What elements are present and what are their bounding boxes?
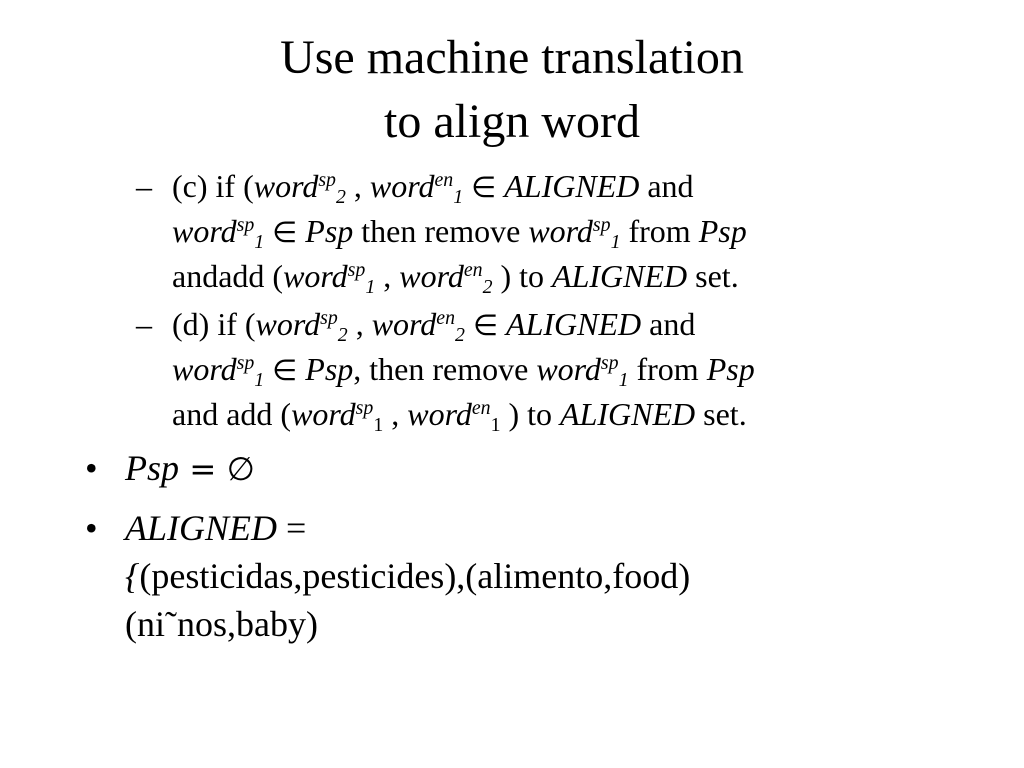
open-brace: { bbox=[125, 556, 140, 596]
text: set. bbox=[695, 396, 747, 432]
sub-c-line-2 bbox=[172, 209, 932, 254]
element-of-symbol: ∈ bbox=[471, 170, 497, 204]
word-term: word bbox=[536, 351, 601, 387]
sub-c-line-1 bbox=[172, 164, 932, 209]
dash-marker: – bbox=[136, 168, 152, 204]
equals-text: = bbox=[277, 508, 307, 548]
sup-sp: sp bbox=[236, 352, 255, 375]
aligned-pairs: (ni˜nos,baby) bbox=[125, 604, 318, 644]
text: from bbox=[620, 213, 699, 249]
sup-sp: sp bbox=[318, 169, 336, 192]
sup-en: en bbox=[463, 259, 483, 282]
text: (d) if ( bbox=[172, 306, 256, 342]
sub-item-c bbox=[136, 164, 932, 298]
psp-term: Psp bbox=[698, 213, 747, 249]
dash-marker: – bbox=[136, 306, 152, 342]
word-term: word bbox=[253, 168, 319, 204]
slide-title bbox=[0, 26, 1024, 154]
text: and bbox=[641, 306, 696, 342]
sup-sp: sp bbox=[592, 214, 611, 237]
aligned-term: ALIGNED bbox=[552, 258, 688, 294]
psp-term: Psp bbox=[305, 351, 354, 387]
word-term: word bbox=[407, 396, 472, 432]
sub-index: 2 bbox=[482, 275, 493, 298]
bullet-psp bbox=[85, 444, 985, 493]
sub-index: 1 bbox=[254, 230, 265, 253]
sup-en: en bbox=[471, 397, 491, 420]
aligned-term: ALIGNED bbox=[504, 168, 640, 204]
element-of-symbol: ∈ bbox=[472, 308, 499, 342]
text: ) to bbox=[492, 258, 553, 294]
bullet-aligned-line-2 bbox=[125, 552, 985, 600]
sup-sp: sp bbox=[320, 307, 338, 330]
sub-index: 1 bbox=[365, 275, 376, 298]
bullet-dot: • bbox=[85, 448, 98, 488]
sub-d-line-3 bbox=[172, 392, 932, 436]
bullet-aligned bbox=[85, 504, 985, 648]
sup-sp: sp bbox=[600, 352, 619, 375]
comma: , bbox=[345, 168, 370, 204]
bullet-aligned-line-3 bbox=[125, 600, 985, 648]
comma: , bbox=[383, 396, 408, 432]
word-term: word bbox=[528, 213, 593, 249]
aligned-term: ALIGNED bbox=[125, 508, 277, 548]
element-of-symbol: ∈ bbox=[272, 215, 298, 249]
title-line-2: to align word bbox=[384, 95, 640, 148]
psp-term: Psp bbox=[125, 448, 179, 488]
text: set. bbox=[687, 258, 739, 294]
sub-index: 2 bbox=[337, 323, 348, 346]
sub-c-line-3 bbox=[172, 254, 932, 298]
word-term: word bbox=[255, 306, 321, 342]
element-of-symbol: ∈ bbox=[272, 353, 298, 387]
sup-en: en bbox=[434, 169, 454, 192]
comma: , bbox=[375, 258, 400, 294]
sub-index: 1 bbox=[254, 368, 265, 391]
text: , then remove bbox=[353, 351, 537, 387]
word-term: word bbox=[399, 258, 464, 294]
bullet-psp-line bbox=[125, 444, 985, 493]
sub-item-d bbox=[136, 302, 932, 436]
text: ) to bbox=[500, 396, 561, 432]
text: then remove bbox=[353, 213, 529, 249]
aligned-pairs: (pesticidas,pesticides),(alimento,food) bbox=[139, 556, 691, 596]
text: and bbox=[639, 168, 694, 204]
text: (c) if ( bbox=[172, 168, 254, 204]
word-term: word bbox=[369, 168, 435, 204]
sub-index: 1 bbox=[610, 230, 621, 253]
sub-index: 2 bbox=[455, 323, 465, 346]
word-term: word bbox=[291, 396, 356, 432]
sup-sp: sp bbox=[347, 259, 366, 282]
sup-sp: sp bbox=[355, 397, 374, 420]
bullet-dot: • bbox=[85, 508, 98, 548]
word-term: word bbox=[283, 258, 348, 294]
text: from bbox=[628, 351, 707, 387]
word-term: word bbox=[371, 306, 437, 342]
text: and add ( bbox=[172, 396, 292, 432]
aligned-term: ALIGNED bbox=[506, 306, 642, 342]
title-line-1: Use machine translation bbox=[280, 31, 744, 84]
sub-index: 1 bbox=[453, 185, 464, 208]
sub-index: 2 bbox=[335, 185, 346, 208]
empty-set-text: = ∅ bbox=[179, 450, 255, 488]
sub-d-line-1 bbox=[172, 302, 932, 347]
sub-index: 1 bbox=[373, 413, 384, 436]
sub-index: 1 bbox=[618, 368, 629, 391]
psp-term: Psp bbox=[706, 351, 755, 387]
word-term: word bbox=[172, 213, 237, 249]
comma: , bbox=[347, 306, 372, 342]
text: andadd ( bbox=[172, 258, 284, 294]
bullet-aligned-line-1 bbox=[125, 504, 985, 552]
word-term: word bbox=[172, 351, 237, 387]
sub-d-line-2 bbox=[172, 347, 932, 392]
sup-sp: sp bbox=[236, 214, 255, 237]
sup-en: en bbox=[436, 307, 456, 330]
aligned-term: ALIGNED bbox=[560, 396, 696, 432]
psp-term: Psp bbox=[305, 213, 354, 249]
sub-index: 1 bbox=[490, 413, 501, 436]
